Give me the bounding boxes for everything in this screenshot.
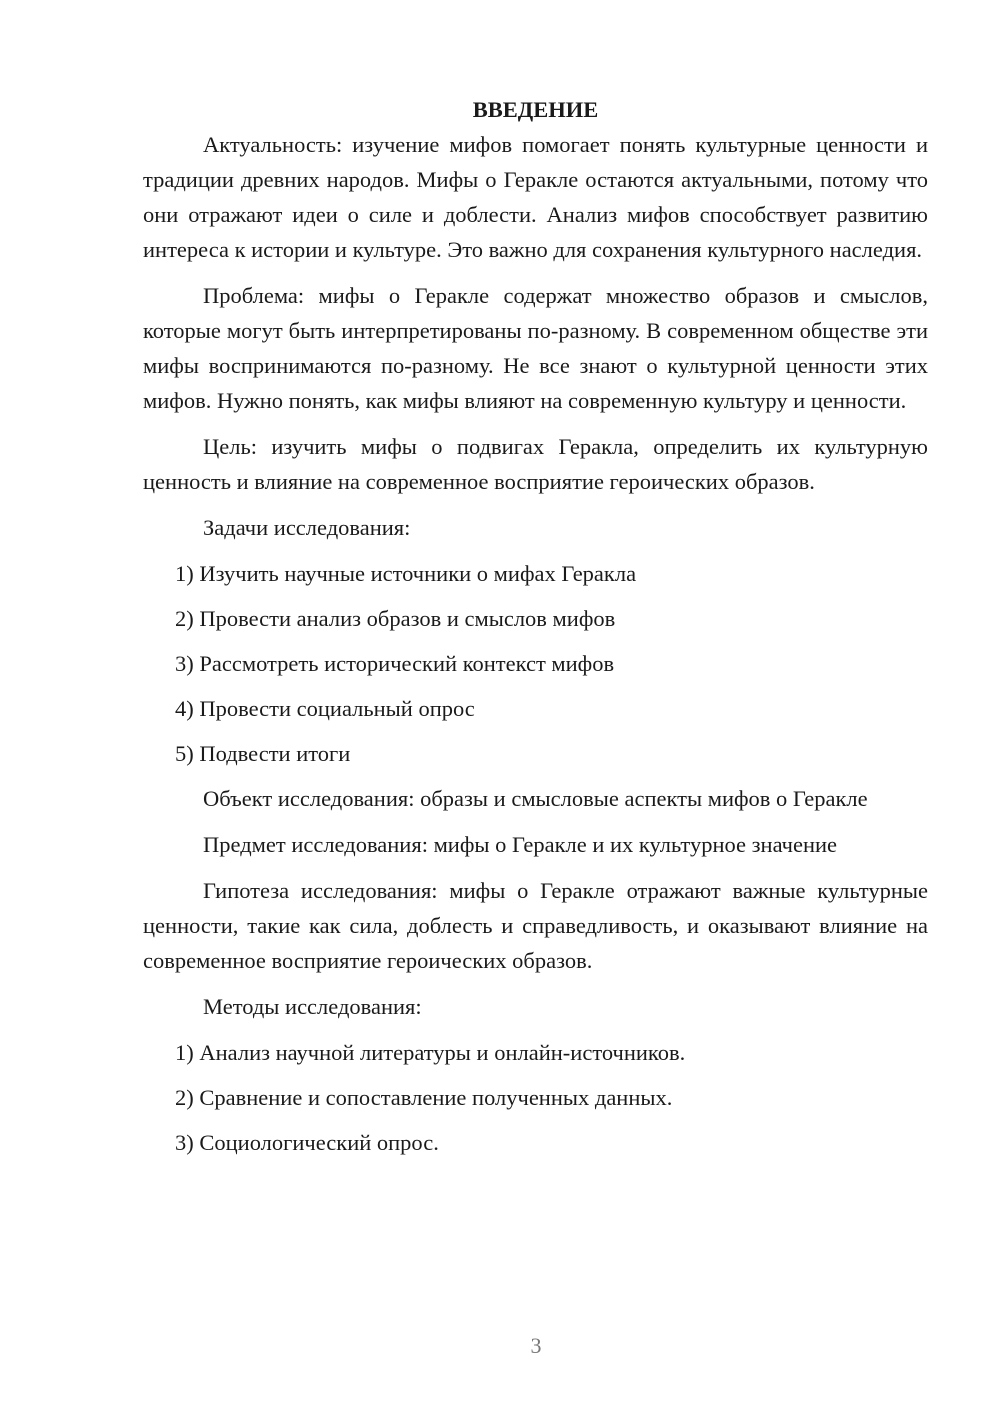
object-paragraph: Объект исследования: образы и смысловые аспекты мифов о Геракле <box>203 786 868 811</box>
list-item: 3) Рассмотреть исторический контекст мифов <box>175 651 615 676</box>
goal-paragraph: Цель: изучить мифы о подвигах Геракла, определить их культурную ценность и влияние на современное восприятие героических образов. <box>143 434 928 494</box>
list-item: 1) Анализ научной литературы и онлайн-источников. <box>175 1040 686 1065</box>
methods-list <box>143 1035 928 1160</box>
list-item: 5) Подвести итоги <box>175 741 351 766</box>
list-item: 4) Провести социальный опрос <box>175 696 475 721</box>
relevance-paragraph: Актуальность: изучение мифов помогает понять культурные ценности и традиции древних народов. Мифы о Геракле остаются актуальными, потому что они отражают идеи о силе и доблести. Анализ мифов способствует развитию интереса к истории и культуре. Это важно для сохранения культурного наследия. <box>143 132 928 262</box>
tasks-title: Задачи исследования: <box>203 515 411 540</box>
problem-paragraph: Проблема: мифы о Геракле содержат множество образов и смыслов, которые могут быть интерпретированы по-разному. В современном обществе эти мифы воспринимаются по-разному. Не все знают о культурной ценности этих мифов. Нужно понять, как мифы влияют на современную культуру и ценности. <box>143 283 928 413</box>
page-number: 3 <box>530 1333 542 1358</box>
list-item: 3) Социологический опрос. <box>175 1130 439 1155</box>
list-item: 2) Провести анализ образов и смыслов мифов <box>175 606 616 631</box>
list-item: 1) Изучить научные источники о мифах Геракла <box>175 561 637 586</box>
document-page <box>143 92 928 1170</box>
hypothesis-paragraph: Гипотеза исследования: мифы о Геракле отражают важные культурные ценности, такие как сила, доблесть и справедливость, и оказывают влияние на современное восприятие героических образов. <box>143 878 928 973</box>
subject-paragraph: Предмет исследования: мифы о Геракле и их культурное значение <box>203 832 838 857</box>
list-item: 2) Сравнение и сопоставление полученных данных. <box>175 1085 673 1110</box>
methods-title: Методы исследования: <box>203 994 422 1019</box>
tasks-list <box>143 556 928 771</box>
section-heading: ВВЕДЕНИЕ <box>472 97 599 122</box>
